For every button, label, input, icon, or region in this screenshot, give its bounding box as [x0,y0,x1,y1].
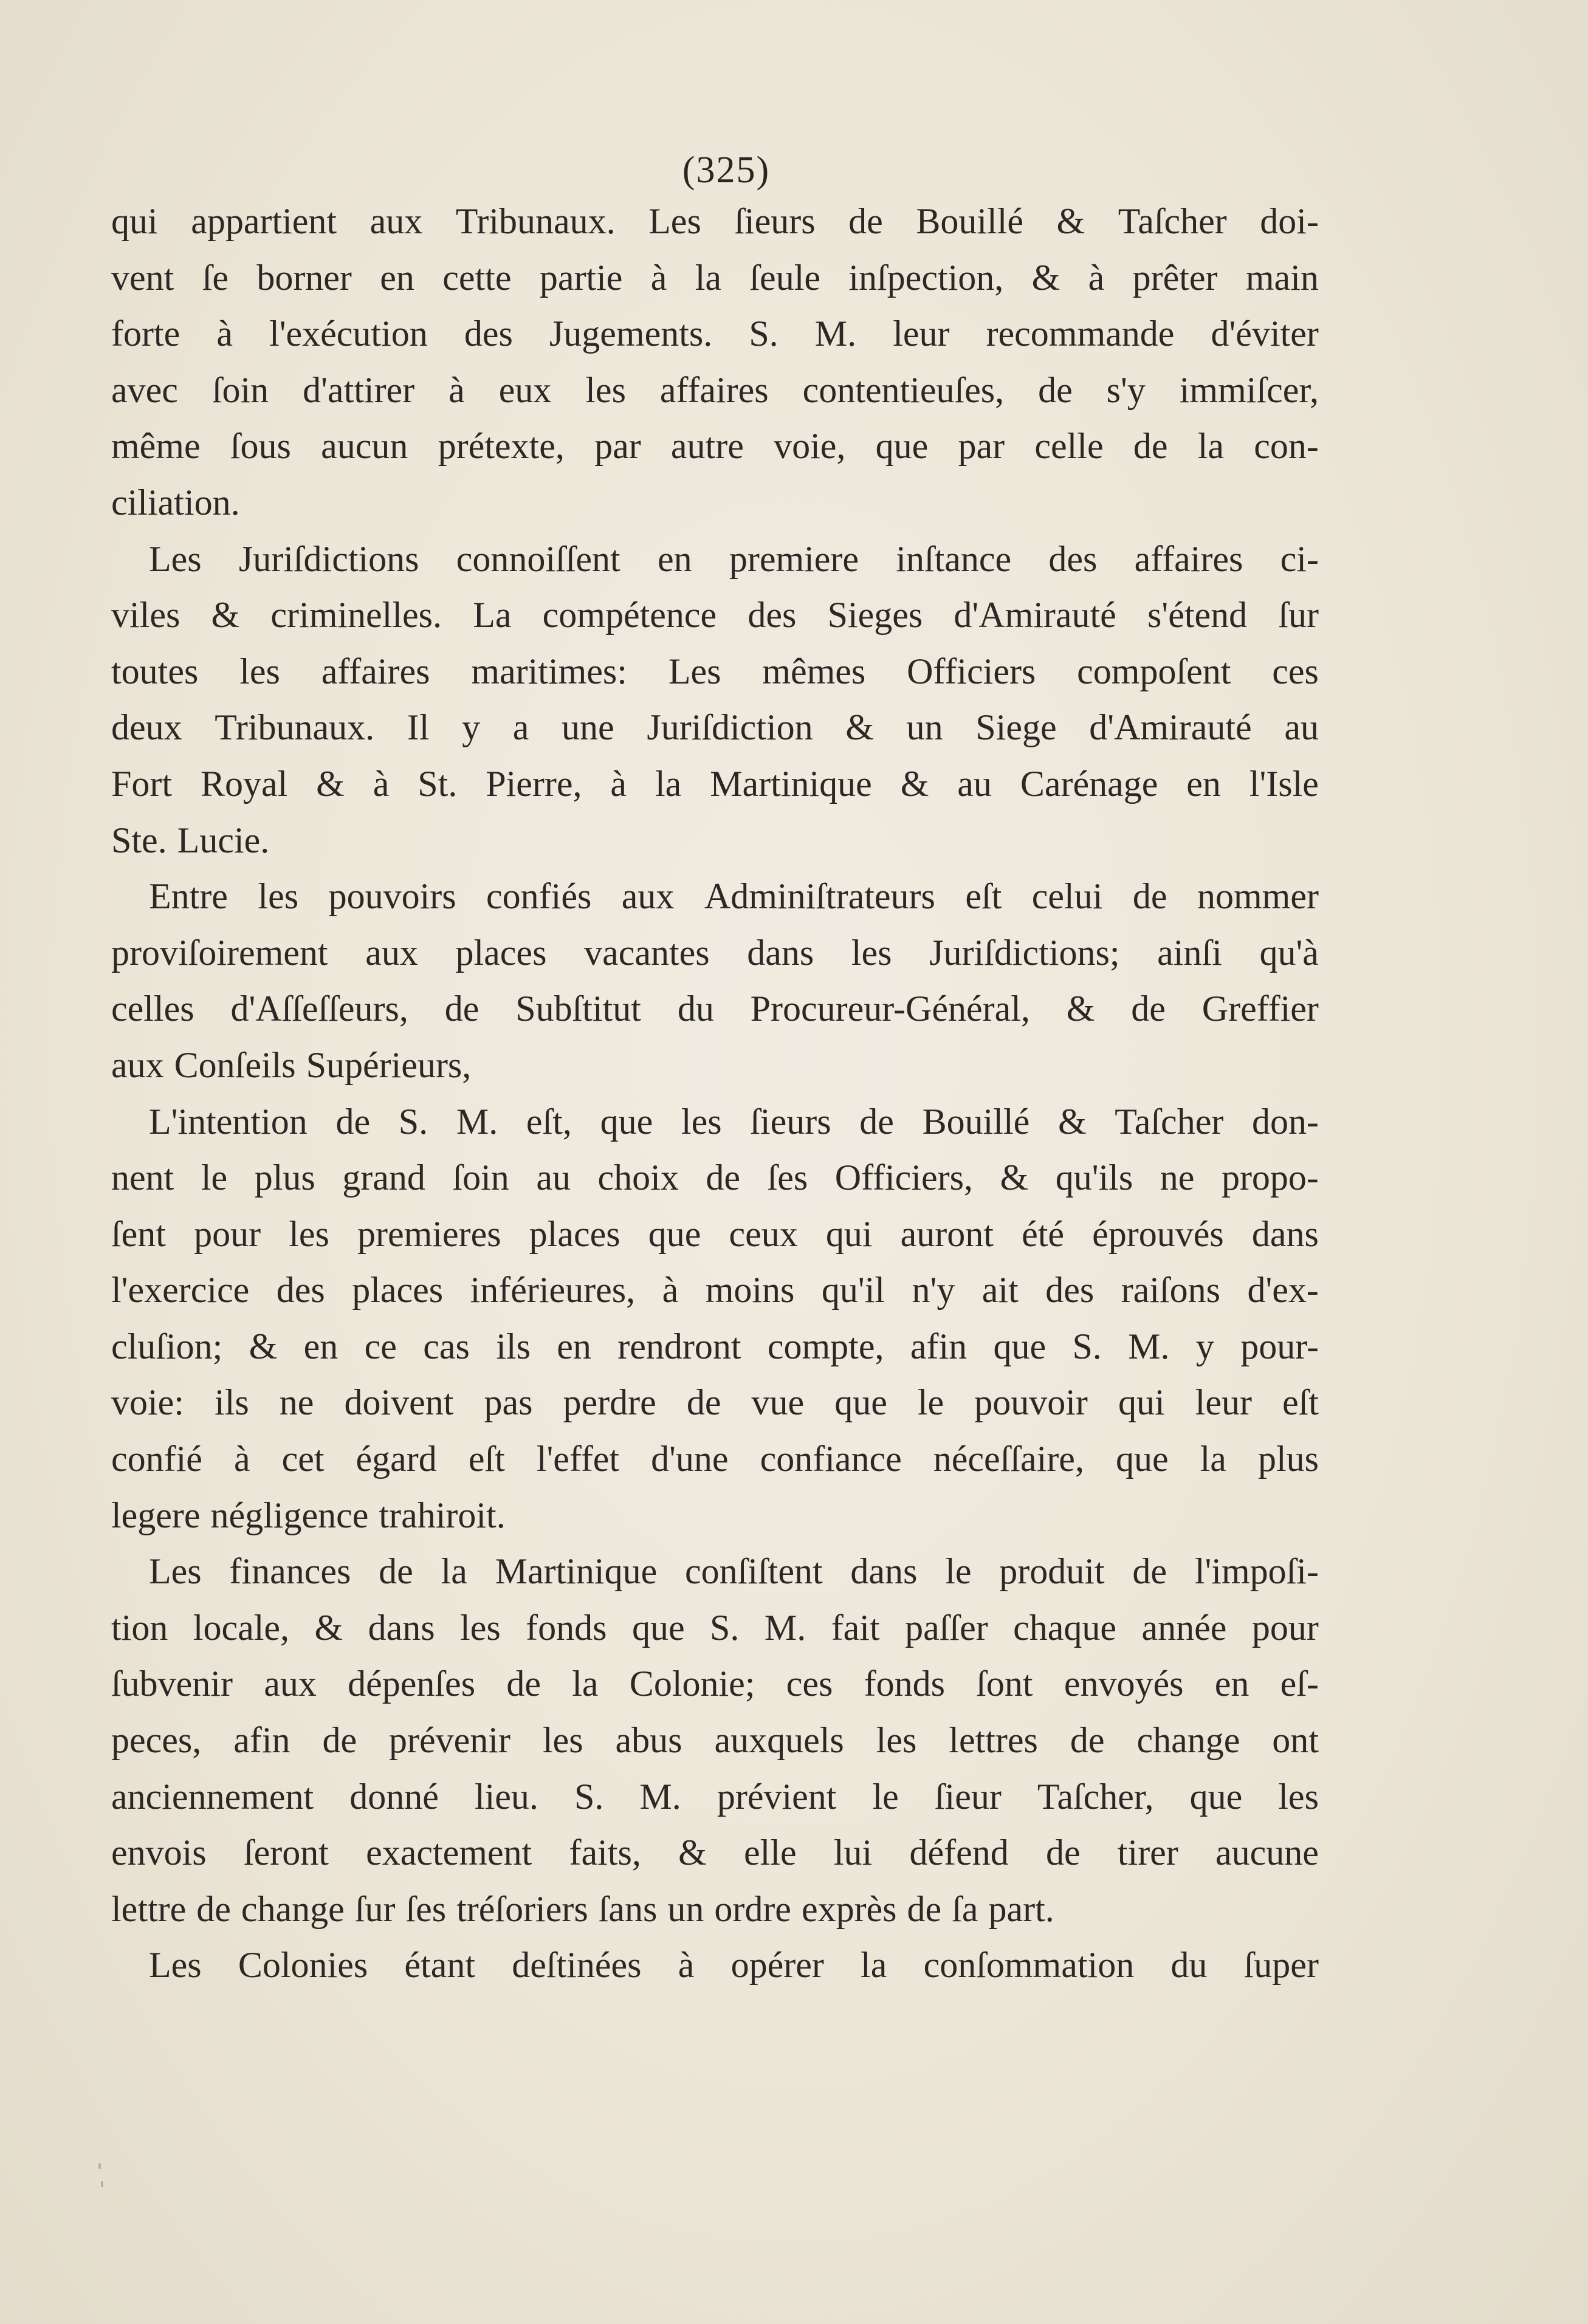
text-line: ſubvenir aux dépenſes de la Colonie; ces fonds ſont envoyés en eſ- [111,1664,1319,1704]
text-line: envois ſeront exactement faits, & elle lui défend de tirer aucune [111,1832,1319,1873]
margin-mark [98,2163,101,2169]
paragraph [111,868,1319,1093]
text-line: nent le plus grand ſoin au choix de ſes Officiers, & qu'ils ne propo- [111,1157,1319,1198]
text-line: tion locale, & dans les fonds que S. M. fait paſſer chaque année pour [111,1607,1319,1648]
text-line: cluſion; & en ce cas ils en rendront compte, afin que S. M. y pour- [111,1326,1319,1366]
text-line: anciennement donné lieu. S. M. prévient le ſieur Taſcher, que les [111,1776,1319,1817]
text-line: proviſoirement aux places vacantes dans les Juriſdictions; ainſi qu'à [111,932,1319,973]
text-line: deux Tribunaux. Il y a une Juriſdiction & un Siege d'Amirauté au [111,707,1319,748]
text-line: l'exercice des places inférieures, à moins qu'il n'y ait des raiſons d'ex- [111,1270,1319,1311]
text-line: lettre de change ſur ſes tréſoriers ſans un ordre exprès de ſa part. [111,1888,1054,1929]
text-line: Ste. Lucie. [111,820,270,860]
text-line: forte à l'exécution des Jugements. S. M. leur recommande d'éviter [111,314,1319,354]
paragraph [111,1543,1319,1937]
paragraph [111,193,1319,531]
text-line: aux Conſeils Supérieurs, [111,1044,472,1085]
text-line: L'intention de S. M. eſt, que les ſieurs de Bouillé & Taſcher don- [149,1101,1319,1142]
text-line: voie: ils ne doivent pas perdre de vue que le pouvoir qui leur eſt [111,1382,1319,1423]
text-line: celles d'Aſſeſſeurs, de Subſtitut du Procureur-Général, & de Greffier [111,989,1319,1029]
text-line: Les finances de la Martinique conſiſtent dans le produit de l'impoſi- [149,1551,1319,1592]
body-text [111,193,1319,1993]
text-line: legere négligence trahiroit. [111,1495,506,1535]
text-line: avec ſoin d'attirer à eux les affaires contentieuſes, de s'y immiſcer, [111,369,1319,410]
text-line: vent ſe borner en cette partie à la ſeule inſpection, & à prêter main [111,257,1319,298]
paragraph [111,531,1319,869]
text-line: Les Colonies étant deſtinées à opérer la conſommation du ſuper [149,1945,1319,1986]
text-line: qui appartient aux Tribunaux. Les ſieurs de Bouillé & Taſcher doi- [111,201,1319,241]
text-line: viles & criminelles. La compétence des Sieges d'Amirauté s'étend ſur [111,595,1319,636]
paragraph [111,1937,1319,1993]
text-line: peces, afin de prévenir les abus auxquels les lettres de change ont [111,1720,1319,1761]
text-line: Fort Royal & à St. Pierre, à la Martinique & au Carénage en l'Isle [111,763,1319,804]
text-line: ſent pour les premieres places que ceux qui auront été éprouvés dans [111,1213,1319,1254]
text-line: Les Juriſdictions connoiſſent en premiere inſtance des affaires ci- [149,538,1319,579]
text-line: ciliation. [111,482,240,523]
text-line: Entre les pouvoirs confiés aux Adminiſtrateurs eſt celui de nommer [149,876,1319,917]
paragraph [111,1094,1319,1544]
text-line: confié à cet égard eſt l'effet d'une confiance néceſſaire, que la plus [111,1439,1319,1479]
text-line: même ſous aucun prétexte, par autre voie, que par celle de la con- [111,426,1319,467]
margin-mark [101,2181,103,2187]
text-line: toutes les affaires maritimes: Les mêmes Officiers compoſent ces [111,651,1319,691]
page-number: (325) [682,149,771,191]
